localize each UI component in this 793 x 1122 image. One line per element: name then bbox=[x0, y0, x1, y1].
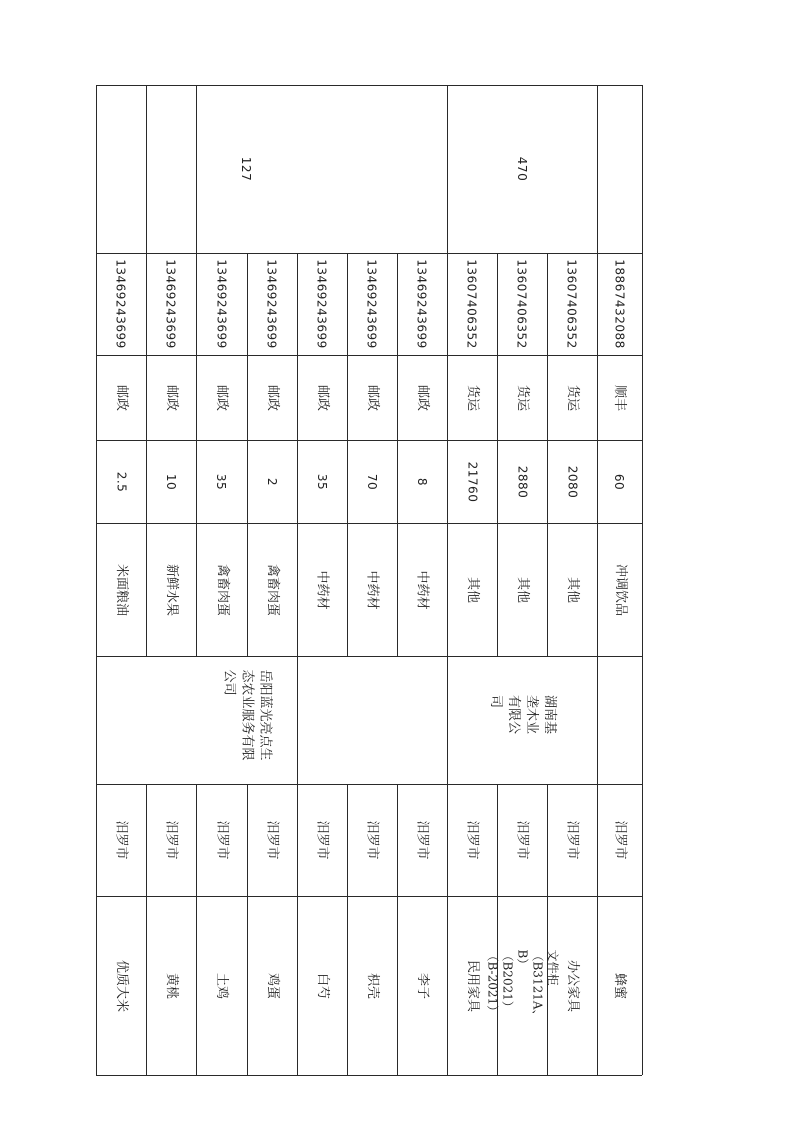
company-name-text: 湖南基垄木业有限公司 bbox=[488, 695, 557, 735]
city-text: 汨罗市 bbox=[414, 820, 430, 860]
phone-number bbox=[397, 253, 447, 355]
shipping-method-text: 邮政 bbox=[113, 384, 129, 411]
quantity-text: 2880 bbox=[514, 465, 529, 498]
city bbox=[347, 784, 397, 896]
product-name bbox=[96, 896, 146, 1075]
category-text: 新鲜水果 bbox=[164, 563, 180, 616]
product-name bbox=[297, 896, 347, 1075]
category-text: 其他 bbox=[564, 576, 580, 603]
phone-number bbox=[96, 253, 146, 355]
city-text: 汨罗市 bbox=[264, 820, 280, 860]
group-total-text: 470 bbox=[515, 156, 529, 182]
table-divider bbox=[146, 85, 147, 253]
shipping-method-text: 邮政 bbox=[314, 384, 330, 411]
phone-number bbox=[497, 253, 547, 355]
category bbox=[397, 523, 447, 656]
group-total bbox=[497, 85, 547, 253]
table-divider bbox=[447, 656, 448, 784]
company-name bbox=[488, 656, 557, 784]
product-name-text: 黄桃 bbox=[163, 972, 179, 999]
shipping-method bbox=[196, 355, 247, 440]
category bbox=[447, 523, 497, 656]
phone-number-text: 13607406352 bbox=[515, 259, 530, 349]
city-text: 汨罗市 bbox=[364, 820, 380, 860]
category bbox=[347, 523, 397, 656]
shipping-method bbox=[447, 355, 497, 440]
city-text: 汨罗市 bbox=[214, 820, 230, 860]
city bbox=[497, 784, 547, 896]
phone-number-text: 13469243699 bbox=[415, 259, 430, 349]
table-divider bbox=[447, 85, 448, 253]
quantity-text: 8 bbox=[414, 477, 429, 486]
shipping-method-text: 邮政 bbox=[264, 384, 280, 411]
city bbox=[196, 784, 247, 896]
quantity-text: 35 bbox=[315, 473, 329, 490]
category-text: 禽畜肉蛋 bbox=[265, 563, 281, 616]
quantity-text: 2.5 bbox=[114, 471, 128, 492]
product-name bbox=[547, 896, 597, 1075]
shipping-method bbox=[247, 355, 297, 440]
product-name bbox=[146, 896, 196, 1075]
quantity-text: 70 bbox=[365, 473, 379, 490]
table-divider bbox=[597, 656, 598, 784]
phone-number bbox=[297, 253, 347, 355]
category bbox=[247, 523, 297, 656]
quantity-text: 35 bbox=[214, 473, 229, 490]
city bbox=[547, 784, 597, 896]
category-text: 米面粮油 bbox=[114, 563, 130, 616]
city bbox=[397, 784, 447, 896]
quantity bbox=[447, 440, 497, 523]
product-name-text: 白芍 bbox=[314, 972, 330, 999]
product-name-text: 文件柜（B3121A、B）（B2021）（B-2021） bbox=[485, 949, 560, 1022]
phone-number-text: 13469243699 bbox=[164, 259, 179, 349]
phone-number-text: 13469243699 bbox=[114, 259, 129, 349]
category bbox=[96, 523, 146, 656]
product-name bbox=[397, 896, 447, 1075]
group-total bbox=[196, 85, 297, 253]
category bbox=[547, 523, 597, 656]
city-text: 汨罗市 bbox=[113, 820, 129, 860]
category-text: 中药材 bbox=[314, 569, 330, 610]
city-text: 汨罗市 bbox=[514, 820, 530, 860]
quantity-text: 2 bbox=[264, 477, 279, 486]
category-text: 其他 bbox=[514, 576, 530, 603]
product-name-text: 鸡蛋 bbox=[264, 972, 280, 999]
product-name-text: 土鸡 bbox=[214, 972, 230, 999]
category-text: 其他 bbox=[464, 576, 480, 603]
product-name-text: 蜂蜜 bbox=[612, 972, 628, 999]
product-name bbox=[347, 896, 397, 1075]
city-text: 汨罗市 bbox=[314, 820, 330, 860]
company-name-text: 岳阳蓝光亮点生态农业服务有限公司 bbox=[221, 669, 273, 761]
phone-number bbox=[547, 253, 597, 355]
quantity bbox=[347, 440, 397, 523]
shipping-method bbox=[146, 355, 196, 440]
shipping-method bbox=[547, 355, 597, 440]
city bbox=[447, 784, 497, 896]
shipping-method bbox=[597, 355, 642, 440]
phone-number bbox=[597, 253, 642, 355]
city bbox=[96, 784, 146, 896]
city bbox=[146, 784, 196, 896]
product-name bbox=[485, 896, 560, 1075]
quantity bbox=[196, 440, 247, 523]
table-rule bbox=[96, 656, 642, 657]
quantity bbox=[597, 440, 642, 523]
city-text: 汨罗市 bbox=[464, 820, 480, 860]
product-name-text: 优质大米 bbox=[114, 959, 130, 1012]
product-name-text: 民用家具 bbox=[465, 959, 481, 1012]
product-name-text: 办公家具 bbox=[565, 959, 581, 1012]
quantity bbox=[547, 440, 597, 523]
phone-number-text: 13469243699 bbox=[365, 259, 380, 349]
group-total-text: 127 bbox=[239, 156, 254, 182]
category-text: 禽畜肉蛋 bbox=[214, 563, 230, 616]
quantity bbox=[146, 440, 196, 523]
shipping-method bbox=[347, 355, 397, 440]
phone-number bbox=[146, 253, 196, 355]
product-name bbox=[597, 896, 642, 1075]
quantity bbox=[397, 440, 447, 523]
quantity-text: 2080 bbox=[564, 465, 579, 498]
category bbox=[497, 523, 547, 656]
category-text: 冲调饮品 bbox=[612, 563, 628, 616]
quantity-text: 21760 bbox=[465, 461, 479, 502]
category bbox=[297, 523, 347, 656]
phone-number-text: 13469243699 bbox=[214, 259, 229, 349]
product-name bbox=[247, 896, 297, 1075]
table-divider bbox=[597, 85, 598, 253]
phone-number-text: 13607406352 bbox=[565, 259, 580, 349]
phone-number bbox=[347, 253, 397, 355]
city-text: 汨罗市 bbox=[163, 820, 179, 860]
quantity-text: 10 bbox=[164, 473, 178, 490]
shipping-method-text: 邮政 bbox=[163, 384, 179, 411]
table-rule bbox=[96, 1075, 642, 1076]
table-divider bbox=[642, 85, 643, 1075]
shipping-method bbox=[297, 355, 347, 440]
phone-number bbox=[247, 253, 297, 355]
table-divider bbox=[297, 656, 298, 784]
shipping-method-text: 邮政 bbox=[214, 384, 230, 411]
quantity bbox=[497, 440, 547, 523]
category-text: 中药材 bbox=[364, 569, 380, 610]
shipping-method-text: 货运 bbox=[464, 384, 480, 411]
phone-number-text: 13469243699 bbox=[265, 259, 280, 349]
shipping-method-text: 货运 bbox=[564, 384, 580, 411]
category bbox=[196, 523, 247, 656]
quantity bbox=[96, 440, 146, 523]
phone-number bbox=[196, 253, 247, 355]
city-text: 汨罗市 bbox=[564, 820, 580, 860]
shipping-method-text: 邮政 bbox=[414, 384, 430, 411]
city bbox=[247, 784, 297, 896]
product-name-text: 枳壳 bbox=[364, 972, 380, 999]
city bbox=[297, 784, 347, 896]
shipping-method bbox=[397, 355, 447, 440]
shipping-method bbox=[96, 355, 146, 440]
city bbox=[597, 784, 642, 896]
quantity bbox=[297, 440, 347, 523]
phone-number-text: 13469243699 bbox=[315, 259, 330, 349]
product-name-text: 李子 bbox=[414, 972, 430, 999]
city-text: 汨罗市 bbox=[612, 820, 628, 860]
table-rule bbox=[96, 85, 642, 86]
phone-number-text: 13607406352 bbox=[465, 259, 480, 349]
category bbox=[597, 523, 642, 656]
shipping-method-text: 货运 bbox=[514, 384, 530, 411]
category bbox=[146, 523, 196, 656]
shipping-method-text: 邮政 bbox=[364, 384, 380, 411]
quantity bbox=[247, 440, 297, 523]
category-text: 中药材 bbox=[414, 569, 430, 610]
shipping-method bbox=[497, 355, 547, 440]
shipping-method-text: 顺丰 bbox=[612, 384, 628, 411]
phone-number bbox=[447, 253, 497, 355]
product-name bbox=[196, 896, 247, 1075]
company-name bbox=[196, 656, 297, 784]
phone-number-text: 18867432088 bbox=[612, 259, 627, 349]
quantity-text: 60 bbox=[612, 473, 627, 490]
